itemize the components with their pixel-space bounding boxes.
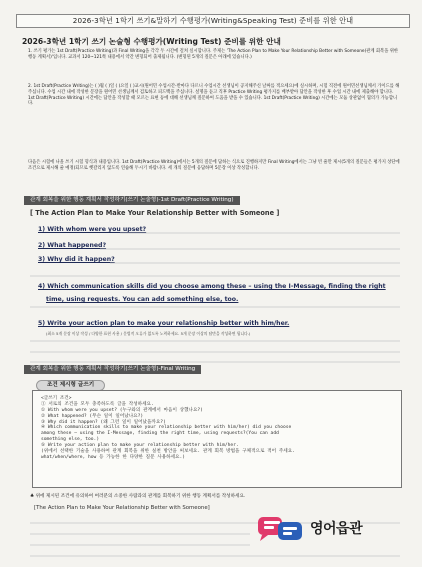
star-icon: ♣ [30,494,36,499]
box-line: ② What happened? (무슨 일이 일어났나요?) [41,413,144,419]
question-3: 3) Why did it happen? [38,256,115,263]
question-5: 5) Write your action plan to make your relationship better with him/her. [38,320,290,327]
question-5-note: (최소 5개 문장 이상 작성 / 다양한 표현 사용 / 문법적 오류가 없도록 노력하세요. 5개 문장 이상의 답만을 작성하면 됩니다.) [46,331,251,336]
paragraph-1: 1. 쓰기 평가는 1st Draft(Practice Writing)과 Final Writing을 각각 두 시간에 걸쳐 실시합니다. 주제는 'The Action Plan to Make Your Relationship Better with Someone(관계 회복을 위한 행동 계획서)'입니다. 교과서 120~121쪽 내용에서 약간 변형되어 출제됩니다. (변형된 5개의 질문은 아래에 있습니다.) [28,49,399,60]
box-line: ① With whom were you upset? (누구와의 관계에서 마음이 상했나요?) [41,407,203,413]
question-2: 2) What happened? [38,242,107,249]
section-title: 2026-3학년 1학기 쓰기 논술형 수행평가(Writing Test) 준비를 위한 안내 [22,37,281,46]
logo-text: 영어읍관 [310,521,363,537]
question-4: 4) Which communication skills did you choose among these – using the I-Message, finding the right [38,283,386,290]
header-banner: 2026-3학년 1학기 쓰기&말하기 수행평가(Writing&Speaking Test) 준비를 위한 안내 [16,14,410,28]
box-line: among these – using the I-Message, finding the right time, using requests?(You can add [41,431,279,437]
final-plan-title: [The Action Plan to Make Your Relationship Better with Someone] [34,505,210,511]
box-line: <글쓰기 조건> [41,396,72,401]
box-line: ⑤ Write your action plan to make your relationship better with him/her. [41,443,239,448]
instruction-text: 위에 제시된 조건에 유의하여 여러분의 소중한 사람과의 관계를 회복하기 위한 행동 계획서를 작성하세요. [35,494,246,499]
box-line: what/when/where, how 등 가능한 한 다양한 질문 사용하세요.) [41,454,186,460]
paragraph-2: 2. 1st Draft(Practice Writing)는 ( )월 ( )일 ( )요일 ( )교시(원어민 수업시간-반마다 다르니 수업시간 선생님이 공지해주신 날짜를 적으세요)에 실시하며, 시험 직전에 원어민선생님께서 가이드를 해주십니다. 수업 시간 내에 작성한 문장을 원어민 선생님께서 검토하고 피드백을 주십니다. 설명을 듣고 직후 Practice Writing 평가지를 배부받아 답안을 작성한 후 수업 시간 내에 제출해야 합니다. 1st Draft(Practice Writing) 시간에는 답안을 작성할 때 모르는 표현 등에 대해 선생님께 질문하여 도움을 받을 수 있습니다. 1st Draft(Practice Writing) 시간에는 모둠 상관없이 협의가 가능합니다. [28,84,400,107]
box-line: (위에서 선택한 기술을 사용하여 관계 회복을 위한 실천 방안을 써보세요. 관계 회복 방법을 구체적으로 적어 주세요. [41,448,295,454]
paragraph-3: 다음은 시험에 나올 쓰기 시험 형식과 내용입니다. 1st Draft(Practice Writing)에서는 5개의 질문에 답하는 식으로 진행하지만 Final Writing에서는 그냥 빈 줄만 제시(5개의 질문들은 평가지 상단에 조건으로 제시해 줄 예정)되므로 헷갈리지 않도록 연습해 두시기 바랍니다. 세 개의 질문에 응답하며 5문장 이상 작성합니다. [28,160,400,171]
box-line: ③ Why did it happen? (왜 그런 일이 일어났을까요?) [41,419,166,425]
section-bar-draft: 관계 회복을 위한 행동 계획서 작성하기(쓰기 논술형)-1st Draft(Practice Writing) [24,196,240,205]
section-bar-final: 관계 회복을 위한 행동 계획서 작성하기(쓰기 논술형)-Final Writing [24,365,201,374]
condition-label: 조건 제시형 글쓰기 [36,380,105,391]
instruction-star [30,494,245,500]
plan-title: [ The Action Plan to Make Your Relationship Better with Someone ] [30,209,280,217]
question-1: 1) With whom were you upset? [38,226,147,233]
box-line: ④ Which communication skills to make your relationship better with him/her) did you choose [41,425,292,431]
box-line: something else, too.) [41,437,100,443]
question-4-cont: time, using requests. You can add something else, too. [46,296,239,303]
condition-box [32,390,402,488]
box-line: ① 서로의 조건을 모두 충족하도록 글을 작성하세요. [41,401,154,407]
